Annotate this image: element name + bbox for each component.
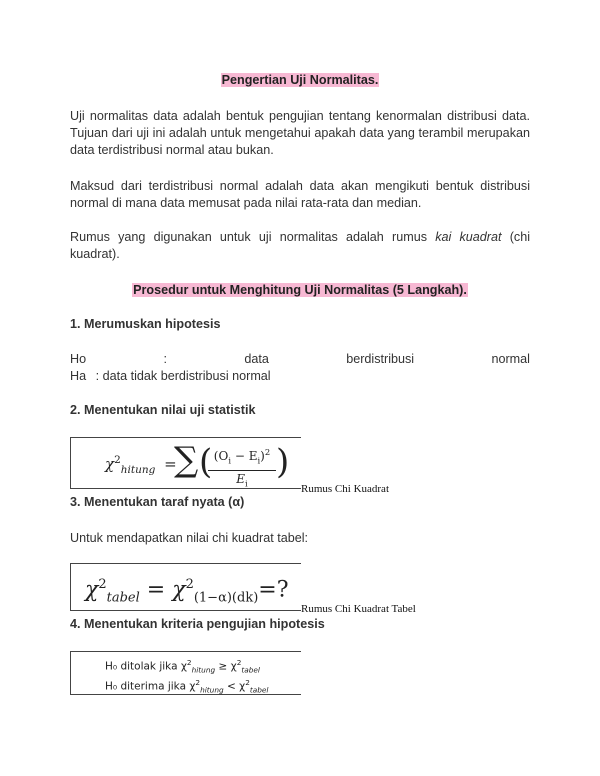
formula-paragraph-emphasis: kai kuadrat <box>435 230 502 244</box>
procedure-title-line <box>70 282 530 299</box>
step-3-heading: 3. Menentukan taraf nyata (α) <box>70 495 245 509</box>
procedure-title: Prosedur untuk Menghitung Uji Normalitas (5 Langkah). <box>133 283 467 297</box>
formula-tabel-expression: $\chi^2_{tabel} = \chi^2_{(1-\alpha)(dk)}=$? <box>85 577 289 606</box>
hypothesis-h0 <box>70 351 530 368</box>
ha-label: Ha <box>70 369 87 383</box>
fraction-numerator: $(O_i - E_i)^2$ <box>208 444 276 471</box>
h0-word-3: normal <box>491 352 530 366</box>
formula-paragraph-before: Rumus yang digunakan untuk uji normalitas adalah rumus <box>70 230 436 244</box>
caption-tabel: Rumus Chi Kuadrat Tabel <box>301 603 416 615</box>
tabel-intro: Untuk mendapatkan nilai chi kuadrat tabel: <box>70 531 309 545</box>
page-title: Pengertian Uji Normalitas. <box>221 73 379 87</box>
close-paren: ) <box>276 442 290 482</box>
criteria-row-2: H₀ diterima jika $\chi^2_{hitung} < \chi^2_{tabel}$ <box>105 678 269 695</box>
formula-hitung-lhs: $\chi^2_{hitung}$ = <box>105 454 177 476</box>
step-4-heading: 4. Menentukan kriteria pengujian hipotesis <box>70 617 325 631</box>
h0-separator: : <box>163 352 167 366</box>
formula-hitung-fraction <box>208 444 276 493</box>
formula-paragraph <box>70 229 530 263</box>
step-2-heading: 2. Menentukan nilai uji statistik <box>70 403 256 417</box>
hypothesis-ha <box>70 368 271 385</box>
criteria-row-1: H₀ ditolak jika $\chi^2_{hitung} \ge \chi^2_{tabel}$ <box>105 658 260 675</box>
criteria-box <box>70 651 301 695</box>
h0-label: Ho <box>70 352 87 366</box>
fraction-denominator: $E_i$ <box>236 472 248 489</box>
ha-text: : data tidak berdistribusi normal <box>95 369 271 383</box>
formula-paragraph-after: (chi kuadrat). <box>70 230 531 261</box>
h0-word-1: data <box>244 352 269 366</box>
open-paren: ( <box>199 442 213 482</box>
sum-symbol: ∑ <box>174 440 199 480</box>
caption-hitung: Rumus Chi Kuadrat <box>301 483 389 495</box>
h0-word-2: berdistribusi <box>346 352 415 366</box>
formula-hitung-box <box>70 437 301 489</box>
intro-paragraph-1: Uji normalitas data adalah bentuk pengujian tentang kenormalan distribusi data. Tujuan dari uji ini adalah untuk mengetahui apakah data yang terambil merupakan data terdistribusi normal atau bukan. <box>70 109 530 157</box>
title-line <box>70 72 530 89</box>
step-1-heading: 1. Merumuskan hipotesis <box>70 317 221 331</box>
intro-paragraph-2: Maksud dari terdistribusi normal adalah data akan mengikuti bentuk distribusi normal di mana data memusat pada nilai rata-rata dan median. <box>70 179 530 210</box>
formula-tabel-box <box>70 563 301 611</box>
